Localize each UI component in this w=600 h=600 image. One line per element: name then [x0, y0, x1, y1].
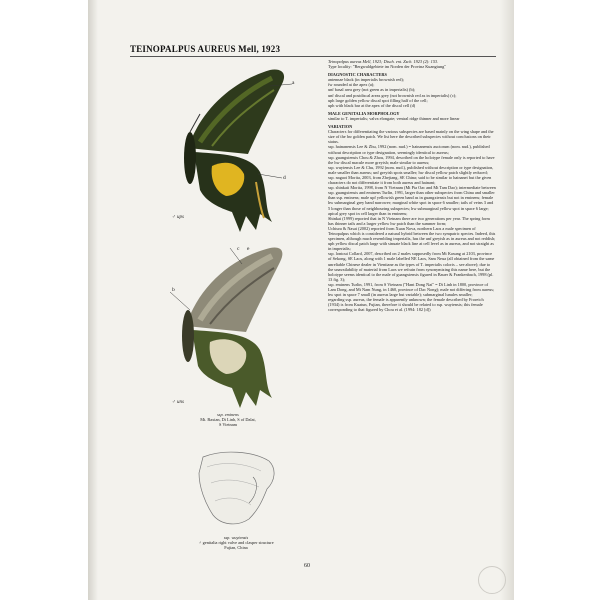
page-edge: [500, 0, 514, 600]
page-number: 60: [304, 563, 310, 569]
diagnostic-list: [328, 77, 496, 108]
figure1-sex-label: ♂ ups: [172, 215, 184, 220]
figure2-caption-line: S Vietnam: [219, 422, 237, 427]
text-line: ssp. wuyiensis Lee & Chu, 1992 (nom. nud.), published without description or type designation, male smaller than aureus; unf greyish spots smaller; hw discal yellow patch slightly reduced;: [328, 164, 494, 175]
genitalia-valve-drawing: [193, 447, 283, 532]
figure-letter-c: c: [237, 246, 240, 252]
text-line: Uchiura & Nasai (2002) reported from Xuan Nova, northern Laos a male specimen of Teinopalpus which is considered a natural hybrid between the two sympatric species. Indeed, this specimen, although much resembling imperialis, has the unf greyish as in aureus and not reddish; uph yellow discal patch large with sinuate black line at cell level as in aureus, and not straight as in imperialis;: [328, 225, 496, 252]
text-line: similar to T. imperialis; valva elongate; ventral ridge thinner and more linear: [328, 115, 460, 121]
text-line: regarding ssp. aureus, the female is apparently unknown; the female described by Froreich (1934) is from Kuatun, Fujian, therefore it should be related to ssp. wuyiensis; this female corresponding to that figured by Chou et al. (1994: 182 [d]): [328, 297, 484, 313]
text-line: ssp. guangxiensis Chou & Zhou, 1994, described on the holotype female only is reported to have the hw discal macule more greyish; male similar to aureus;: [328, 154, 495, 165]
text-line: ssp. nagaoi Morita, 2003, from Zhejiang, SE China; said to be similar to hainanei but the given characters do not differentiate it from both aureus and hainani;: [328, 174, 492, 186]
butterfly-body: [184, 132, 196, 184]
text-line: ssp. shinkaii Morita, 1998, from N Vietnam (Mt Pia Oac and Mt Tam Dao); intermediate between ssp. guangxiensis and eminens Turlin, 1991, larger than other subspecies from China and smaller than ssp. eminens; male upf yellowish green band as in guangxiensis but not in eminens; female hw submarginal grey band narrower; marginal white spot in space 6 smaller; tails of veins 3 and 5 longer than those of neighbouring subspecies; hw submarginal yellow spot in space 6 large; apical grey spot in cell larger than in eminens;: [328, 185, 496, 216]
butterfly-underside-figure: [160, 238, 320, 413]
figure-letter-e: e: [247, 246, 250, 252]
figure-letter-d: d: [283, 175, 286, 181]
figure3-caption: [166, 535, 306, 550]
figure-letter-a: a: [292, 80, 295, 86]
figure3-caption-line: Fujian, China: [224, 545, 248, 550]
page-gutter: [88, 0, 98, 600]
figure3-caption-title: ssp. wuyiensis: [223, 535, 249, 540]
figure2-sex-label: ♂ uns: [172, 400, 184, 405]
text-line: ssp. eminens Turlin, 1991, from S Vietnam ("Hant Dong Nai" = Di Linh in 1800, province of Lam Dong, and Mt Nam Nung, in 1460, province of Dac Nong); male not differing from aureus; hw spot in space 7 small (in aureus large but variable); submarginal lunules smaller;: [328, 281, 495, 298]
page-title: TEINOPALPUS AUREUS Mell, 1923: [130, 44, 281, 54]
type-locality: Type locality: "Bergwaldgebiete im Norden der Provinz Kuangtung": [328, 64, 447, 70]
figure-letter-b: b: [172, 287, 175, 293]
text-line: unf discal and postdiscal areas grey (not brownish red as in imperialis) (c);: [328, 92, 457, 98]
figure2-caption: [178, 412, 278, 427]
figure3-caption-line: ♂ genitalia right valve and clasper structure: [198, 540, 274, 545]
figure2-caption-line: Mt. Baxian, Di Linh, S of Dalat,: [200, 417, 256, 422]
text-line: ssp. lontoui Collard, 2007, described on 2 males supposedly from Mt Kasung at 2103, province of Sekong, SE Laos, along with 1 male labelled NE Laos, Sam Neua (all obtained from the same unreliable Chinese dealer in Vientiane as the types of T. imperialis coloris – see above); due to the unavailability of material from Laos we refrain from synonymizing this name here, but the holotype seems identical to the male of guangxiensis figured in Bauer & Frankenbach, 1998 (pl. 13 fig. 3);: [328, 251, 495, 282]
section-heading-variation: VARIATION: [328, 124, 353, 130]
reference: Teinopalpus aureus Mell, 1923; Dtsch. ent. Zsch. 1923 (2): 153.: [328, 59, 439, 64]
library-stamp: [478, 566, 506, 594]
variation-list: [328, 129, 496, 312]
text-line: fw rounded at the apex (a);: [328, 82, 375, 88]
text-line: antennae black (in imperialis brownish red);: [328, 77, 405, 83]
section-heading-male-genitalia: MALE GENITALIA MORPHOLOGY: [328, 110, 400, 116]
text-line: uph large golden yellow discal spot filling half of the cell;: [328, 97, 428, 103]
male-genitalia-list: [328, 116, 496, 121]
text-column: [328, 59, 496, 313]
text-line: uph with black bar at the apex of the discal cell (d): [328, 102, 416, 108]
text-line: unf basal area grey (not green as in imperialis) (b);: [328, 87, 416, 93]
butterfly-body-underside: [182, 310, 194, 362]
section-heading-diagnostic: DIAGNOSTIC CHARACTERS: [328, 72, 387, 78]
text-line: Shinkai (1999) reported that in N Vietnam there are two generations per year. The spring form has thinner tails and a larger yellow hw patch than the summer form;: [328, 215, 490, 226]
butterfly-upperside-figure: [160, 62, 320, 242]
text-line: Characters for differentiating the various subspecies are based mainly on the wing shape and the size of the hw golden patch. We list here the described subspecies without conclusions on their status.: [328, 129, 494, 145]
text-line: ssp. hainanensis Lee & Zhu, 1992 (nom. nud.) = hainanensis auctorum (nom. nud.), published without description or type designation, seemingly identical to aureus;: [328, 144, 490, 155]
figure2-caption-title: ssp. eminens: [217, 412, 239, 417]
title-rule: [130, 56, 496, 57]
